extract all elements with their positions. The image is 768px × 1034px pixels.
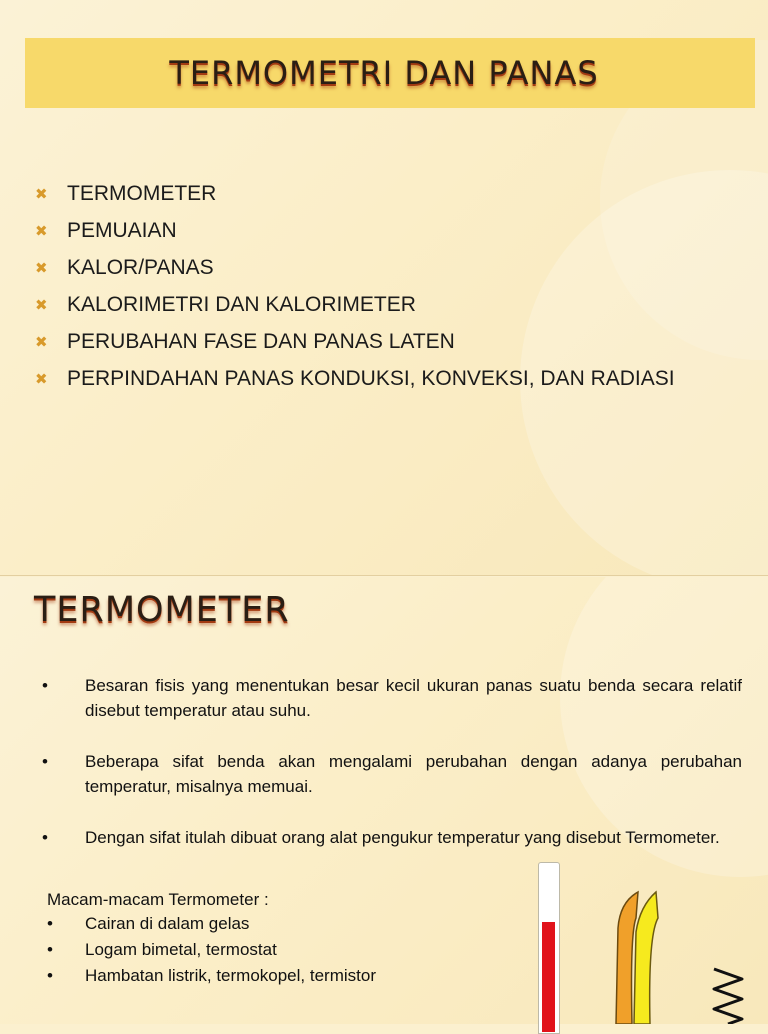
spring-icon: [708, 965, 748, 1024]
topic-item: [35, 286, 675, 323]
topic-list: [35, 175, 675, 397]
type-item: [47, 940, 376, 966]
type-item: [47, 966, 376, 992]
types-heading: Macam-macam Termometer :: [47, 890, 269, 909]
topic-item: [35, 175, 675, 212]
thermometer-types-list: [47, 914, 376, 992]
bullet-dot: •: [47, 914, 53, 933]
topic-label: TERMOMETER: [67, 181, 217, 205]
type-label: Logam bimetal, termostat: [85, 940, 277, 959]
topic-item: [35, 249, 675, 286]
topic-label: PEMUAIAN: [67, 218, 177, 242]
x-mark-icon: ✖: [35, 222, 48, 240]
paragraph-text: Besaran fisis yang menentukan besar kecil ukuran panas suatu benda secara relatif disebut temperatur atau suhu.: [85, 676, 742, 720]
topic-item: [35, 360, 675, 397]
topic-label: PERPINDAHAN PANAS KONDUKSI, KONVEKSI, DAN RADIASI: [67, 366, 675, 390]
topic-label: PERUBAHAN FASE DAN PANAS LATEN: [67, 329, 455, 353]
topic-item: [35, 323, 675, 360]
bullet-dot: •: [42, 828, 48, 847]
paragraph-text: Dengan sifat itulah dibuat orang alat pengukur temperatur yang disebut Termometer.: [85, 828, 720, 847]
bullet-dot: •: [42, 752, 48, 771]
paragraph: [42, 673, 742, 723]
slide-title: TERMOMETRI DAN PANAS: [169, 54, 599, 92]
type-label: Hambatan listrik, termokopel, termistor: [85, 966, 376, 985]
x-mark-icon: ✖: [35, 370, 48, 388]
x-mark-icon: ✖: [35, 333, 48, 351]
bullet-dot: •: [47, 940, 53, 959]
bullet-dot: •: [42, 676, 48, 695]
paragraph: [42, 749, 742, 799]
topic-item: [35, 212, 675, 249]
thermometer-mercury: [542, 922, 555, 1032]
type-label: Cairan di dalam gelas: [85, 914, 250, 933]
x-mark-icon: ✖: [35, 259, 48, 277]
bimetal-strip-illustration: [608, 888, 678, 1024]
bullet-dot: •: [47, 966, 53, 985]
x-mark-icon: ✖: [35, 185, 48, 203]
paragraph: [42, 825, 742, 850]
slide-title: TERMOMETER: [34, 590, 290, 630]
topic-label: KALOR/PANAS: [67, 255, 214, 279]
type-item: [47, 914, 376, 940]
paragraph-text: Beberapa sifat benda akan mengalami perubahan dengan adanya perubahan temperatur, misalnya memuai.: [85, 752, 742, 796]
topic-label: KALORIMETRI DAN KALORIMETER: [67, 292, 416, 316]
x-mark-icon: ✖: [35, 296, 48, 314]
bimetal-strip-yellow: [634, 892, 658, 1024]
